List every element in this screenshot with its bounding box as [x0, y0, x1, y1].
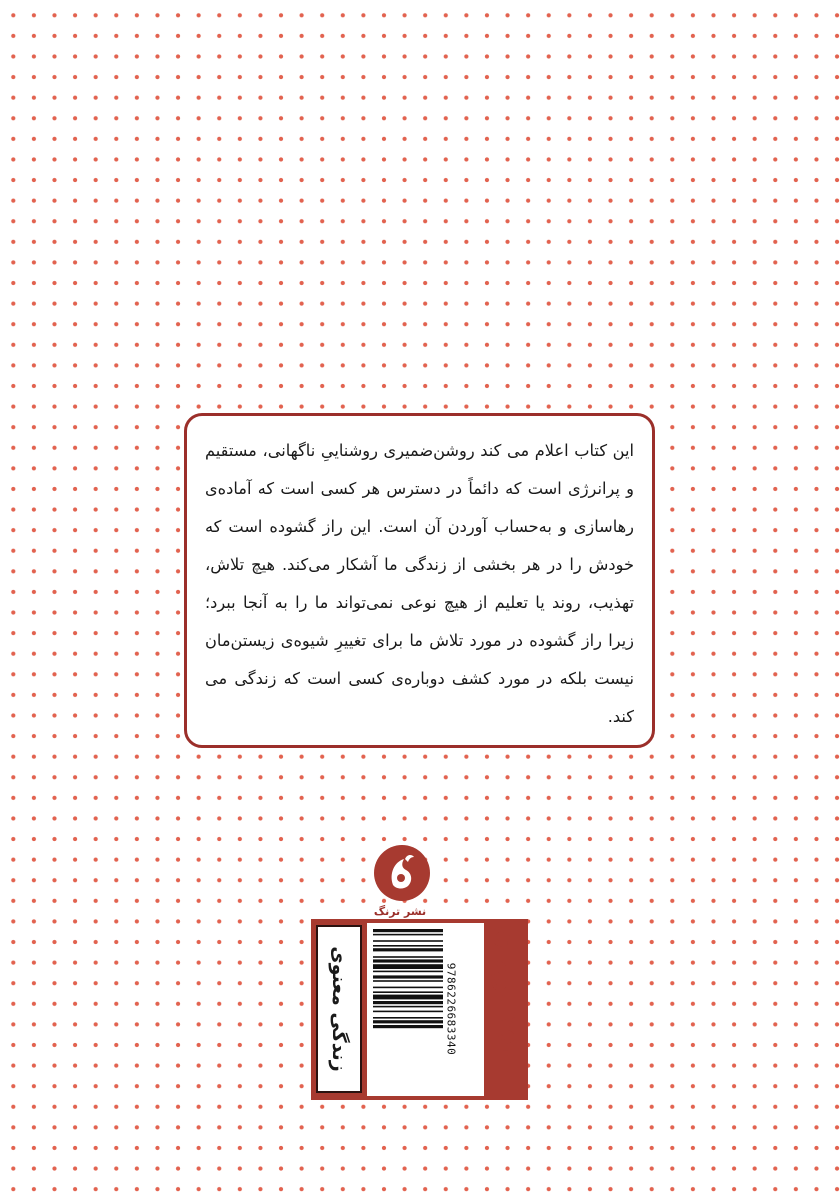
barcode-bar: [373, 1001, 443, 1004]
barcode-bar: [373, 940, 443, 942]
barcode-bar: [373, 948, 443, 951]
publisher-name: نشر ترنگ: [373, 905, 427, 918]
barcode-bar: [373, 975, 443, 978]
barcode-bar: [373, 991, 443, 993]
barcode-bar: [373, 1006, 443, 1008]
blurb-box: [184, 413, 655, 748]
isbn-number: 9786226683340: [444, 962, 458, 1056]
title-box: [316, 925, 362, 1093]
barcode-bar: [373, 959, 443, 962]
price-label: ۲۵۰۰۰ تومان: [490, 925, 522, 1095]
barcode-bar: [373, 929, 443, 932]
barcode-bar: [373, 971, 443, 973]
barcode-bar: [373, 995, 443, 1000]
barcode-bar: [373, 1011, 443, 1013]
barcode: [367, 923, 484, 1096]
barcode-bar: [373, 987, 443, 989]
barcode-bar: [373, 956, 443, 958]
barcode-bar: [373, 980, 443, 982]
barcode-bars: [373, 929, 443, 1090]
barcode-bar: [373, 945, 443, 947]
publisher-logo-icon: [372, 843, 432, 903]
blurb-text: این کتاب اعلام می کند روشن‌ضمیری روشناییِ ناگهانی، مستقیم و پرانرژی است که دائماً در دسترس هر کسی است که آماده‌ی رهاسازی و به‌حساب آوردن آن است. این راز گشوده است که خودش را در هر بخشی از زندگی ما آشکار می‌کند. هیچ تلاش، تهذیب، روند یا تعلیم از هیچ نوعی نمی‌تواند ما را به آنجا ببرد؛ زیرا راز گشوده در مورد تلاش ما برای تغییرِ شیوه‌ی زیستن‌مان نیست بلکه در مورد کشف دوباره‌ی کسی است که زندگی می کند.: [205, 441, 634, 726]
barcode-bar: [373, 934, 443, 936]
barcode-bar: [373, 1020, 443, 1023]
barcode-bar: [373, 964, 443, 969]
barcode-bar: [373, 1025, 443, 1028]
book-title: زندگی معنوی: [328, 946, 350, 1072]
barcode-bar: [373, 1017, 443, 1019]
